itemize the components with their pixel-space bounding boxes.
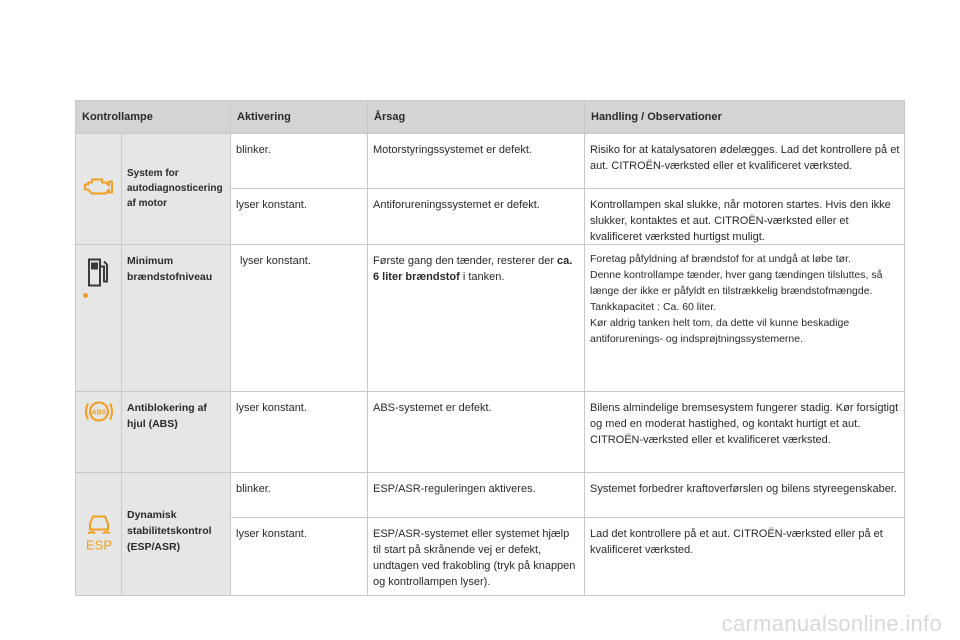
cause: ESP/ASR-systemet eller systemet hjælp til start på skrånende vej er defekt, undtagen ved frakobling (tryk på knappen og kontrollampen lyser). [368,518,585,596]
cause-bold: ca. 6 liter brændstof [373,255,573,283]
header-handling: Handling / Observationer [585,101,905,133]
abs-icon [84,399,114,430]
cause: ESP/ASR-reguleringen aktiveres. [368,473,585,517]
cause: ABS-systemet er defekt. [368,392,585,472]
fuel-pump-icon [86,258,112,293]
table-row [76,134,905,245]
action [585,245,905,391]
cause-text: i tanken. [459,271,505,283]
activation: lyser konstant. [231,392,368,472]
header-arsag: Årsag [368,101,585,133]
action: Systemet forbedrer kraftoverførslen og bilens styreegenskaber. [585,473,905,517]
icon-cell [76,245,122,391]
table-row [76,245,905,392]
table-header [76,101,905,134]
low-level-dot [83,293,88,298]
action-line: Kør aldrig tanken helt tom, da dette vil kunne beskadige antiforurenings- og indsprøjtningssystemerne. [590,317,850,345]
sub-row [231,134,905,188]
action-line: Foretag påfyldning af brændstof for at undgå at løbe tør. [590,253,851,265]
lamp-name: System for autodiagnosticering af motor [122,134,231,244]
action: Lad det kontrollere på et aut. CITROËN-værksted eller på et kvalificeret værksted. [585,518,905,596]
svg-text:ABS: ABS [91,409,106,417]
activation: lyser konstant. [231,245,368,391]
icon-cell [76,473,122,595]
esp-icon [84,512,114,557]
icon-cell [76,392,122,472]
action-line: Tankkapacitet : Ca. 60 liter. [590,301,717,313]
header-aktivering: Aktivering [231,101,368,133]
sub-row [231,188,905,251]
action: Kontrollampen skal slukke, når motoren startes. Hvis den ikke slukker, kontaktes et aut. CITROËN-værksted eller et kvalificeret værksted hurtigst muligt. [585,189,905,251]
warning-lamp-table [75,100,905,596]
table-row [76,392,905,473]
activation: lyser konstant. [231,189,368,251]
table-row [76,473,905,596]
cause [368,245,585,391]
lamp-name: Antiblokering af hjul (ABS) [122,392,231,472]
activation: lyser konstant. [231,518,368,596]
icon-cell [76,134,122,244]
watermark: carmanualsonline.info [721,611,942,636]
sub-row [231,517,905,596]
sub-rows [231,473,905,595]
lamp-name: Dynamisk stabilitetskontrol (ESP/ASR) [122,473,231,595]
esp-icon-label: ESP [85,537,112,552]
action-line: Denne kontrollampe tænder, hver gang tændingen tilsluttes, så længe der ikke er påfyldt en tilstrækkelig brændstofmængde. [590,269,883,297]
sub-rows [231,134,905,244]
activation: blinker. [231,134,368,188]
activation: blinker. [231,473,368,517]
cause: Motorstyringssystemet er defekt. [368,134,585,188]
header-kontrollampe: Kontrollampe [76,101,231,133]
sub-row [231,473,905,517]
engine-warning-icon [84,176,114,203]
cause-text: Første gang den tænder, resterer der [373,255,554,267]
lamp-name: Minimum brændstofniveau [122,245,231,391]
cause: Antiforureningssystemet er defekt. [368,189,585,251]
action: Bilens almindelige bremsesystem fungerer stadig. Kør forsigtigt og med en moderat hastighed, og kontakt hurtigt et aut. CITROËN-værksted eller et kvalificeret værksted. [585,392,905,472]
action: Risiko for at katalysatoren ødelægges. Lad det kontrollere på et aut. CITROËN-værksted eller et kvalificeret værksted. [585,134,905,188]
